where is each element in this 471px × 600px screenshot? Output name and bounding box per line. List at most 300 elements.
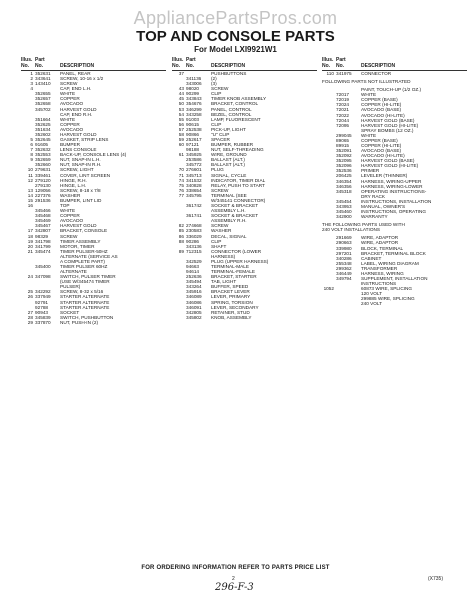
parts-illus-no: 44 [178, 91, 184, 97]
parts-part-no: 343136 [186, 243, 202, 249]
parts-part-no: 72019 [336, 97, 350, 103]
parts-part-no: 345772 [186, 162, 202, 168]
parts-illus-no: 88 [178, 238, 184, 244]
parts-part-no: 89915 [336, 143, 350, 149]
parts-part-no: 90866 [186, 131, 200, 137]
parts-illus-no: 1052 [323, 286, 334, 292]
parts-description: ALTERNATE [60, 269, 87, 275]
parts-description: INDICATOR, TIMER DIAL [211, 177, 266, 183]
column-header: Illus. Part No. No. DESCRIPTION [172, 58, 317, 71]
parts-description: BRACKET, STARTER [211, 274, 257, 280]
parts-illus-no: 70 [178, 167, 184, 173]
parts-description: 299885 WIRE, SPLICING [361, 296, 415, 302]
parts-description: HARVEST GOLD (HI-LITE) [361, 163, 419, 169]
parts-part-no: 345839 [35, 314, 51, 320]
parts-description: BLOCK, TERMINAL [361, 245, 404, 251]
parts-illus-no: 58 [178, 131, 184, 137]
parts-description: SCREW [211, 223, 229, 229]
parts-row [322, 301, 467, 306]
parts-part-no: 297201 [336, 250, 352, 256]
parts-part-no: 343953 [336, 203, 352, 209]
parts-description: ASSEMBLY R.H. [211, 218, 247, 224]
parts-description: WIRE, ADAPTOR [361, 240, 399, 246]
section-note: 240 VOLT INSTALLATIONS [322, 227, 381, 233]
parts-part-no: 279120 [35, 177, 51, 183]
parts-part-no: 352602 [35, 131, 51, 137]
parts-part-no: 206425 [336, 173, 352, 179]
section-note: FOLLOWING PARTS NOT ILLUSTRATED [322, 79, 411, 85]
parts-description: LEVER, PRIMARY [211, 294, 251, 300]
parts-part-no: 129056 [35, 187, 51, 193]
parts-part-no: 352658 [35, 101, 51, 107]
parts-description: W/345141 CONNECTOR) [211, 197, 266, 203]
parts-illus-no: 20 [27, 243, 33, 249]
parts-description: 60873 WIRE, SPLICING [361, 286, 413, 292]
parts-part-no: 143410 [35, 81, 51, 87]
parts-description: SOCKET & BRACKET [211, 213, 259, 219]
parts-part-no [336, 301, 361, 306]
parts-illus-no: 37 [178, 71, 184, 76]
parts-part-no: 94614 [186, 269, 200, 275]
parts-description: BRACKET, CONTROL [211, 101, 259, 107]
parts-part-no: 352095 [336, 158, 352, 164]
parts-illus-no: 29 [27, 319, 33, 325]
parts-column-1 [21, 58, 166, 325]
parts-description: HINGE, L.H. [60, 182, 87, 188]
parts-description: COPPER [60, 96, 80, 102]
parts-description: PAINT, TOUCH-UP (1/2 OZ.) [361, 87, 422, 93]
parts-description: SCREW [211, 187, 229, 193]
parts-description: PLUG (UPPER HARNESS) [211, 258, 269, 264]
parts-description: SCREW, 10-16 x 1/2 [60, 76, 104, 82]
parts-part-no: 90943 [35, 309, 49, 315]
parts-description: PRIMER [361, 168, 380, 174]
parts-part-no: 341975 [336, 71, 352, 76]
parts-description: OPERATING INSTRUCTIONS- [361, 188, 427, 194]
parts-part-no: 90615 [186, 121, 200, 127]
parts-description: TERMINAL-MALE [211, 263, 250, 269]
parts-illus-no: 74 [178, 177, 184, 183]
parts-illus-no: 77 [178, 192, 184, 198]
parts-description: HARNESS, WIRING-LOWER [361, 183, 423, 189]
column-header: Illus. Part No. No. DESCRIPTION [322, 58, 467, 71]
parts-part-no: 345468 [35, 213, 51, 219]
parts-illus-no: 45 [178, 96, 184, 102]
parts-part-no: 346356 [336, 183, 352, 189]
parts-part-no: 345466 [35, 208, 51, 214]
parts-description: INSTRUCTIONS [361, 281, 397, 287]
parts-part-no: 227376 [35, 192, 51, 198]
parts-part-no: 342807 [35, 228, 51, 234]
parts-description: BALLAST (ALT.) [211, 162, 245, 168]
parts-part-no: 253586 [186, 157, 202, 163]
parts-part-no: 345925 [186, 152, 202, 158]
parts-description: HARVEST GOLD (BASE) [361, 158, 415, 164]
parts-description: HARVEST GOLD [60, 106, 97, 112]
parts-illus-no: 24 [27, 274, 33, 280]
parts-part-no: 346354 [336, 178, 352, 184]
parts-description: "U" CLIP [211, 131, 230, 137]
parts-description: NUT, PUSH-IN (2) [60, 319, 99, 325]
parts-part-no: 72044 [336, 117, 350, 123]
parts-description: WIRE, ADAPTOR [361, 235, 399, 241]
parts-illus-no: 1 [30, 71, 33, 76]
parts-description: SCREW [60, 233, 78, 239]
parts-description: BALLAST (ALT.) [211, 157, 245, 163]
parts-description: BACK-UP, CONSOLE LENS (4) [60, 152, 127, 158]
parts-description: AVOCADO (HI-LITE) [361, 153, 405, 159]
parts-illus-no: 86 [178, 233, 184, 239]
parts-part-no: 90299 [186, 91, 200, 97]
parts-illus-no: 82 [178, 223, 184, 229]
parts-description: BRACKET, CONSOLE [60, 228, 108, 234]
parts-description: CAP, END R.H. [60, 111, 93, 117]
parts-part-no: 352553 [35, 152, 51, 158]
parts-description: HARVEST GOLD [60, 223, 97, 229]
parts-description: WHITE [60, 208, 76, 214]
parts-illus-no: 71 [178, 172, 184, 178]
parts-description: SPRAY BOMBS (12 OZ.) [361, 127, 414, 133]
parts-part-no: 346086 [186, 299, 202, 305]
parts-description: TIMER KNOB ASSEMBLY [211, 96, 267, 102]
parts-description: PULSER) [60, 284, 81, 290]
parts-part-no: 347098 [35, 274, 51, 280]
parts-part-no: 72022 [336, 112, 350, 118]
parts-part-no: 252617 [186, 137, 202, 143]
parts-part-no: 230583 [186, 228, 202, 234]
parts-description: COPPER (BASE) [361, 137, 398, 143]
parts-description: TOP [60, 203, 70, 209]
parts-part-no: 345467 [35, 223, 51, 229]
parts-illus-no: 61 [178, 152, 184, 158]
parts-part-no: 72017 [336, 92, 350, 98]
parts-description: CLIP [211, 121, 222, 127]
parts-illus-no: 17 [27, 228, 33, 234]
parts-part-no: 343843 [186, 96, 202, 102]
parts-part-no: 342900 [336, 214, 352, 220]
parts-part-no: 342805 [186, 309, 202, 315]
parts-description: CABINET [361, 255, 382, 261]
parts-description: CONNECTOR (LOWER [211, 248, 262, 254]
parts-part-no: 90286 [186, 238, 200, 244]
parts-description: BRACKET, TERMINAL BLOCK [361, 250, 426, 256]
parts-part-no: 351664 [35, 116, 51, 122]
parts-description: SCREW, LIGHT [60, 167, 94, 173]
parts-description: HARVEST GOLD [60, 131, 97, 137]
parts-part-no: 351634 [35, 126, 51, 132]
parts-row [21, 320, 166, 325]
parts-description: TIMER ASSEMBLY [60, 238, 101, 244]
parts-part-no: 361741 [186, 213, 202, 219]
parts-part-no: 352625 [35, 121, 51, 127]
parts-description: SHAFT [211, 243, 227, 249]
parts-part-no: 345460 [336, 209, 352, 215]
parts-part-no: 345469 [35, 218, 51, 224]
parts-description: CONNECTOR [361, 71, 392, 76]
parts-illus-no: 75 [178, 182, 184, 188]
parts-description: HARNESS, WIRING-UPPER [361, 178, 422, 184]
parts-part-no: 352631 [35, 71, 51, 76]
parts-part-no: 255348 [336, 260, 352, 266]
parts-description: HARNESS, WIRING [361, 270, 404, 276]
parts-illus-no: 53 [178, 106, 184, 112]
parts-description: SCREW [211, 86, 229, 92]
parts-part-no: 349794 [336, 275, 352, 281]
parts-illus-no: 89 [178, 248, 184, 254]
parts-part-no: 291669 [336, 235, 352, 241]
parts-description: SCREW [60, 81, 78, 87]
parts-illus-no: 7 [30, 147, 33, 153]
parts-description: NUT, SELF-THREADING [211, 147, 264, 153]
parts-part-no: 89065 [336, 137, 350, 143]
page-subtitle: For Model LXI9921W1 [194, 45, 277, 54]
parts-description: BUFFER, SPEED [211, 284, 249, 290]
parts-part-no: 339980 [336, 245, 352, 251]
parts-description: PICK-UP, LIGHT [211, 126, 246, 132]
parts-illus-no: 16 [27, 203, 33, 209]
parts-description: WASHER [60, 192, 81, 198]
parts-part-no: 345802 [186, 314, 202, 320]
parts-illus-no: 9 [30, 157, 33, 163]
parts-description: TERMINAL-FEMALE [211, 269, 256, 275]
parts-description: AVOCADO [60, 218, 84, 224]
parts-description: AVOCADO (BASE) [361, 107, 402, 113]
parts-part-no: 342292 [35, 289, 51, 295]
parts-part-no: 72095 [336, 122, 350, 128]
parts-illus-no: 5 [30, 137, 33, 143]
parts-description: COPPER (HI-LITE) [361, 102, 402, 108]
parts-description: SPRING, TORSION [211, 299, 253, 305]
parts-part-no: 276601 [186, 167, 202, 173]
parts-description: SOCKET [60, 309, 80, 315]
parts-description: INSTRUCTIONS, INSTALLATION [361, 198, 432, 204]
parts-part-no: 91605 [35, 142, 49, 148]
parts-description: HARVEST GOLD (HI-LITE) [361, 122, 419, 128]
parts-description: SUPPLEMENT, INSTALLATION [361, 275, 428, 281]
parts-part-no: 352657 [35, 96, 51, 102]
parts-description: SCREW, 8-32 x 5/16 [60, 289, 104, 295]
parts-description: SWITCH, PULSER TIMER [60, 274, 116, 280]
parts-part-no: 346091 [186, 304, 202, 310]
parts-part-no: 345494 [186, 279, 202, 285]
parts-description: ALTERNATE (SERVICE AS [60, 253, 118, 259]
parts-description: WASHER [211, 228, 232, 234]
parts-part-no: 92788 [35, 304, 49, 310]
parts-part-no: 91003 [186, 116, 200, 122]
parts-illus-no: 10 [27, 167, 33, 173]
parts-part-no: 341136 [186, 76, 202, 82]
parts-illus-no: 26 [27, 294, 33, 300]
parts-description: WIRE, GROUND [211, 152, 247, 158]
parts-description: TERMINAL (SEE [211, 192, 247, 198]
parts-illus-no: 85 [178, 228, 184, 234]
parts-description: STARTER ALTERNATE [60, 294, 110, 300]
parts-description: TIMER PULSER 60HZ [60, 263, 108, 269]
parts-illus-no: 54 [178, 111, 184, 117]
parts-part-no: 339461 [35, 172, 51, 178]
parts-part-no: 279130 [35, 182, 51, 188]
parts-illus-no: 13 [27, 187, 33, 193]
parts-description: CAP, END L.H. [60, 86, 92, 92]
parts-description: RELAY, PUSH TO START [211, 182, 265, 188]
parts-part-no: 345318 [336, 188, 352, 194]
parts-part-no: 98329 [35, 233, 49, 239]
parts-description: NUT, SNAP-IN L.H. [60, 157, 101, 163]
parts-description: (2) [211, 76, 217, 82]
parts-part-no: 98020 [186, 86, 200, 92]
parts-description: TAB, LIGHT [211, 279, 237, 285]
parts-illus-no: 110 [326, 71, 334, 76]
parts-column-3 [322, 58, 467, 306]
parts-illus-no: 15 [27, 197, 33, 203]
parts-illus-no: 43 [178, 86, 184, 92]
parts-part-no: 274668 [186, 223, 202, 229]
parts-illus-no: 56 [178, 121, 184, 127]
parts-description: BUMPER, RUBBER [211, 142, 254, 148]
parts-part-no: 345713 [186, 172, 202, 178]
parts-description: DECAL, SIGNAL [211, 233, 247, 239]
parts-description: AVOCADO [60, 126, 84, 132]
document-code: (X735) [428, 576, 444, 582]
parts-part-no: 352632 [35, 147, 51, 153]
parts-description: (3) [211, 81, 217, 87]
parts-part-no: 352660 [35, 162, 51, 168]
parts-illus-no: 3 [30, 81, 33, 87]
parts-description: STARTER ALTERNATE [60, 304, 110, 310]
parts-part-no: 712315 [186, 248, 202, 254]
parts-part-no: 346089 [186, 294, 202, 300]
parts-description: SOCKET & BRACKET [211, 203, 259, 209]
parts-description: 120 VOLT [361, 291, 383, 297]
parts-description: LEVELER (THINNER) [361, 173, 408, 179]
parts-illus-no: 55 [178, 116, 184, 122]
parts-part-no: 352092 [336, 153, 352, 159]
parts-part-no: 341798 [35, 238, 51, 244]
parts-illus-no: 11 [28, 172, 33, 178]
parts-description: COPPER [60, 121, 80, 127]
parts-part-no: 352659 [35, 157, 51, 163]
parts-illus-no: 6 [30, 142, 33, 148]
parts-part-no: 352655 [35, 91, 51, 97]
parts-illus-no: 28 [27, 314, 33, 320]
parts-description: LAMP, FLUORESCENT [211, 116, 261, 122]
parts-illus-no: 50 [178, 101, 184, 107]
parts-description: A COMPLETE PART) [60, 258, 105, 264]
parts-description: WHITE [361, 92, 377, 98]
parts-description: SPACER [211, 137, 230, 143]
parts-part-no: 252538 [186, 126, 202, 132]
parts-description: GASKET, STRIP LENS [60, 137, 109, 143]
parts-description: CLIP [211, 238, 222, 244]
parts-part-no: 343258 [186, 111, 202, 117]
parts-column-2 [172, 58, 317, 320]
parts-description: COVER, LINT SCREEN [60, 172, 111, 178]
handwritten-note: 296-F-3 [215, 582, 254, 593]
parts-description: CLIP [211, 91, 222, 97]
parts-part-no: 341532 [186, 177, 202, 183]
parts-part-no: 343006 [186, 81, 202, 87]
parts-description: MOTOR, TIMER [60, 243, 95, 249]
parts-description: KNOB, ASSEMBLY [211, 314, 252, 320]
parts-part-no: 361742 [186, 203, 202, 209]
parts-part-no: 345474 [35, 248, 51, 254]
parts-description: PUSHBUTTONS [211, 71, 247, 76]
parts-part-no: 336029 [186, 233, 202, 239]
parts-description: BUMPER, LINT LID [60, 197, 102, 203]
page-number: 2 [232, 576, 235, 582]
parts-part-no: 299045 [336, 132, 352, 138]
parts-illus-no [322, 214, 336, 219]
parts-part-no: 94663 [186, 263, 200, 269]
parts-part-no: 343641 [35, 76, 51, 82]
parts-illus-no: 21 [27, 248, 33, 254]
parts-part-no: 92791 [35, 299, 49, 305]
parts-description: INSTRUCTIONS, OPERATING [361, 209, 427, 215]
parts-illus-no: 27 [27, 309, 33, 315]
parts-part-no: 338654 [186, 187, 202, 193]
watermark: AppliancePartsPros.com [133, 8, 338, 28]
parts-part-no: 352645 [35, 137, 51, 143]
parts-illus-no: 76 [178, 187, 184, 193]
parts-description: LEVER, SECONDARY [211, 304, 259, 310]
parts-part-no: 252636 [186, 274, 202, 280]
parts-part-no: 346299 [186, 106, 202, 112]
parts-description: NUT, SNAP-IN R.H. [60, 162, 102, 168]
parts-description: LABEL, WIRING DIAGRAM [361, 260, 419, 266]
column-header: Illus. Part No. No. DESCRIPTION [21, 58, 166, 71]
parts-part-no: 72021 [336, 107, 350, 113]
parts-description: COPPER (HI-LITE) [361, 143, 402, 149]
parts-description: AVOCADO (BASE) [361, 148, 402, 154]
parts-description: WHITE [361, 132, 377, 138]
parts-row [322, 71, 467, 76]
parts-description: BEZEL, CONTROL [211, 111, 252, 117]
parts-description: SCREW, 8-18 x 7/8 [60, 187, 101, 193]
parts-part-no: 352536 [336, 168, 352, 174]
parts-description: COPPER [60, 213, 80, 219]
parts-part-no: 72024 [336, 102, 350, 108]
parts-description: STARTER ALTERNATE [60, 299, 110, 305]
parts-part-no: 98188 [186, 147, 200, 153]
parts-part-no: 341799 [35, 243, 51, 249]
parts-part-no: 345916 [186, 289, 202, 295]
parts-description: AVOCADO (HI-LITE) [361, 112, 405, 118]
parts-part-no: 97121 [186, 142, 200, 148]
parts-illus-no: 25 [27, 289, 33, 295]
parts-description: HINGE, R.H. [60, 177, 87, 183]
parts-part-no: 299362 [336, 265, 352, 271]
parts-description: WARRANTY [361, 214, 388, 220]
parts-illus-no: 18 [27, 233, 33, 239]
parts-description: PLUG [211, 167, 224, 173]
parts-part-no: 291536 [35, 197, 51, 203]
parts-description: HARNESS) [211, 253, 236, 259]
parts-description: 240 VOLT [361, 301, 383, 307]
parts-part-no: 337949 [35, 294, 51, 300]
parts-part-no: 340828 [186, 182, 202, 188]
parts-part-no: 354676 [186, 101, 202, 107]
parts-description: SIGNAL, CYCLE [211, 172, 247, 178]
parts-description: COPPER (BASE) [361, 97, 398, 103]
parts-part-no: 346449 [336, 270, 352, 276]
parts-illus-no: 14 [27, 192, 33, 198]
parts-description: BRACKET LEVER [211, 289, 250, 295]
parts-description: TIMER PULSER-50HZ [60, 248, 108, 254]
parts-illus-no: 12 [27, 177, 33, 183]
parts-illus-no: 8 [30, 152, 33, 158]
parts-part-no: 352091 [336, 148, 352, 154]
parts-part-no: 343264 [186, 284, 202, 290]
